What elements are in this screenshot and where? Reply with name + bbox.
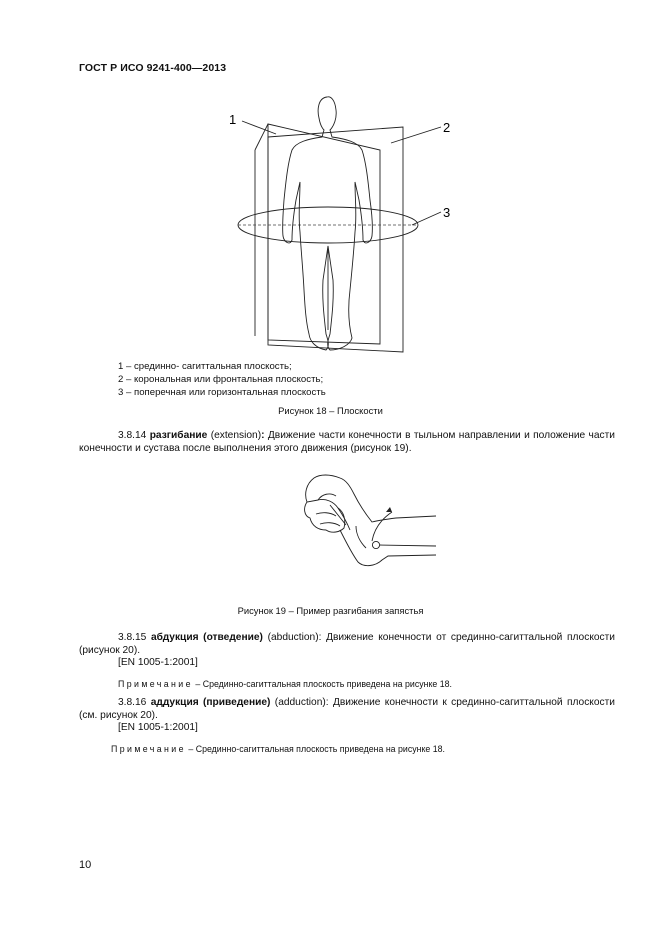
- note-label: Примечание: [118, 679, 193, 689]
- english-term: (abduction):: [267, 632, 322, 643]
- reference-3-8-15: [EN 1005-1:2001]: [118, 657, 198, 668]
- page-number: 10: [79, 859, 92, 871]
- figure-19-caption: Рисунок 19 – Пример разгибания запястья: [237, 605, 424, 616]
- section-number: 3.8.16: [118, 697, 147, 708]
- note-3-8-16: [111, 744, 445, 754]
- term: разгибание: [149, 430, 208, 441]
- section-number: 3.8.14: [118, 430, 147, 441]
- note-label: Примечание: [111, 744, 186, 754]
- definition-3-8-15: [79, 632, 615, 657]
- reference-3-8-16: [EN 1005-1:2001]: [118, 722, 198, 733]
- term: абдукция (отведение): [151, 632, 263, 643]
- note-text: – Срединно-сагиттальная плоскость приведена на рисунке 18.: [188, 744, 445, 754]
- document-code-header: ГОСТ Р ИСО 9241-400—2013: [79, 62, 227, 74]
- figure-19-lines: [305, 475, 436, 566]
- definition-3-8-16: [79, 697, 615, 722]
- figure-18-label-2: 2: [443, 120, 451, 135]
- legend-item-3: 3 – поперечная или горизонтальная плоскость: [118, 387, 326, 398]
- note-3-8-15: [118, 679, 452, 689]
- english-term: (adduction):: [274, 697, 329, 708]
- legend-item-1: 1 – срединно- сагиттальная плоскость;: [118, 361, 292, 372]
- figure-18-label-3: 3: [443, 205, 451, 220]
- definition-text: Движение конечности к срединно-сагиттальной плоскости (см. рисунок 20).: [79, 697, 615, 721]
- definition-text: Движение части конечности в тыльном направлении и положение части конечности и сустава после выполнения этого движения (рисунок 19).: [79, 430, 615, 454]
- legend-item-2: 2 – корональная или фронтальная плоскость;: [118, 374, 324, 385]
- term: аддукция (приведение): [150, 697, 271, 708]
- definition-text: Движение конечности от срединно-сагиттальной плоскости (рисунок 20).: [79, 632, 616, 656]
- figure-18-label-1: 1: [229, 112, 237, 127]
- term-colon: :: [261, 430, 265, 441]
- note-text: – Срединно-сагиттальная плоскость приведена на рисунке 18.: [195, 679, 452, 689]
- english-term: (extension): [210, 430, 262, 441]
- section-number: 3.8.15: [118, 632, 147, 643]
- figure-18-caption: Рисунок 18 – Плоскости: [278, 405, 383, 416]
